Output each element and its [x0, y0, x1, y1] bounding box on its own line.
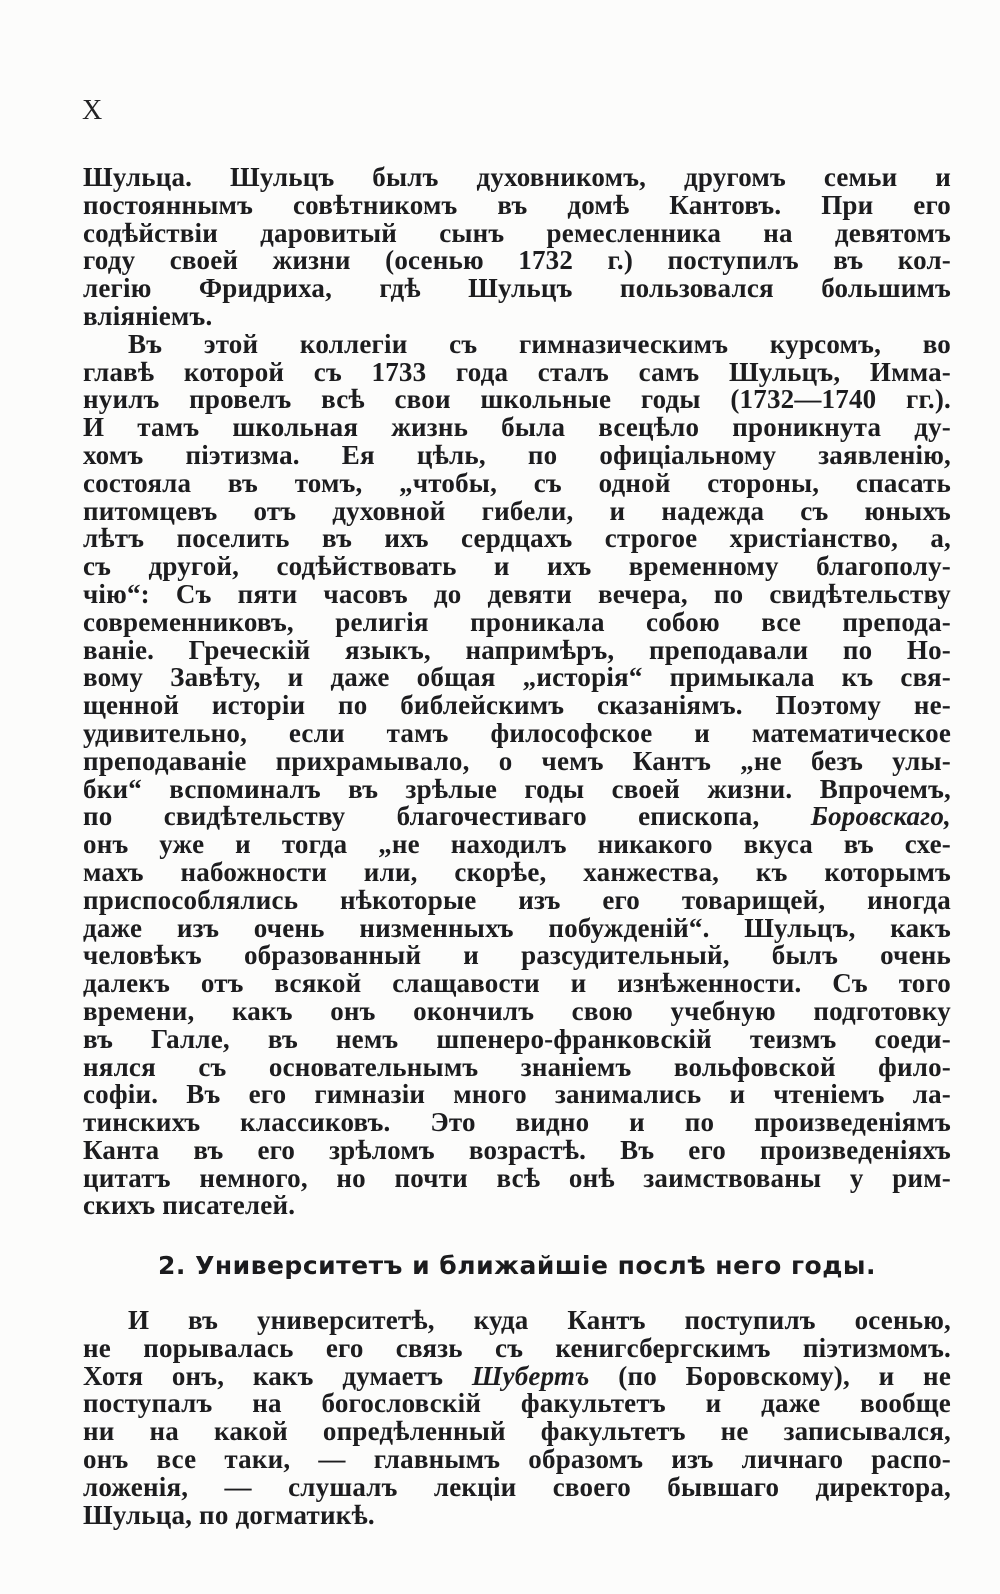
text-line: современниковъ, религія проникала собою все препода-	[83, 606, 951, 637]
italic-term: Шубертъ	[471, 1360, 590, 1391]
text-line: содѣйствіи даровитый сынъ ремесленника на девятомъ	[83, 217, 951, 248]
text-line: софіи. Въ его гимназіи много занимались и чтеніемъ ла-	[83, 1079, 951, 1110]
text-line: Въ этой коллегіи съ гимназическимъ курсомъ, во	[128, 328, 951, 359]
text-line	[83, 803, 951, 831]
text-line: поступалъ на богословскій факультетъ и даже вообще	[83, 1388, 951, 1419]
text-line: даже изъ очень низменныхъ побужденій“. Шульцъ, какъ	[83, 912, 951, 943]
text-line: Шульца. Шульцъ былъ духовникомъ, другомъ семьи и	[83, 162, 951, 192]
text-line: И тамъ школьная жизнь была всецѣло проникнута ду-	[83, 412, 951, 443]
text-line: далекъ отъ всякой слащавости и изнѣженности. Съ того	[83, 968, 951, 999]
text-line: состояла въ томъ, „чтобы, съ одной стороны, спасать	[83, 467, 951, 498]
text-line: съ другой, содѣйствовать и ихъ временному благополу-	[83, 551, 951, 582]
text-line: въ Галле, въ немъ шпенеро-франковскій теизмъ соеди-	[83, 1023, 951, 1054]
text-line: приспособлялись нѣкоторые изъ его товарищей, иногда	[83, 884, 951, 915]
text-line: вліяніемъ.	[83, 300, 213, 331]
line-text: по свидѣтельству благочестиваго епископа,	[83, 801, 811, 832]
line-text: (по Боровскому), и не	[589, 1360, 951, 1391]
text-line: чію“: Съ пяти часовъ до девяти вечера, по свидѣтельству	[83, 578, 951, 609]
text-line: ваніе. Греческій языкъ, напримѣръ, преподавали по Но-	[83, 634, 951, 665]
text-line: цитатъ немного, но почти всѣ онѣ заимствованы у рим-	[83, 1162, 951, 1193]
line-text: Хотя онъ, какъ думаетъ	[83, 1360, 472, 1391]
text-line: хомъ піэтизма. Ея цѣль, по офиціальному заявленію,	[83, 439, 951, 470]
page-number: X	[82, 95, 103, 126]
text-line: нуилъ провелъ всѣ свои школьные годы (1732—1740 гг.).	[83, 384, 951, 415]
text-line: не порывалась его связь съ кенигсбергскимъ піэтизмомъ.	[83, 1332, 951, 1363]
text-line: ложенія, — слушалъ лекціи своего бывшаго директора,	[83, 1471, 951, 1502]
section-text-block	[83, 1307, 951, 1529]
text-line: Шульца, по догматикѣ.	[83, 1499, 375, 1530]
text-line: скихъ писателей.	[83, 1190, 296, 1221]
text-line: Канта въ его зрѣломъ возрастѣ. Въ его произведеніяхъ	[83, 1134, 951, 1165]
text-line: И въ университетѣ, куда Кантъ поступилъ осенью,	[128, 1305, 951, 1335]
section-heading: 2. Университетъ и ближайшіе послѣ него годы.	[157, 1251, 877, 1280]
text-line: удивительно, если тамъ философское и математическое	[83, 717, 951, 748]
text-line: тинскихъ классиковъ. Это видно и по произведеніямъ	[83, 1107, 951, 1138]
text-line: преподаваніе прихрамывало, о чемъ Кантъ „не безъ улы-	[83, 745, 951, 776]
text-line: году своей жизни (осенью 1732 г.) поступилъ въ кол-	[83, 245, 951, 276]
text-line: человѣкъ образованный и разсудительный, былъ очень	[83, 940, 951, 971]
main-text-block	[83, 164, 951, 1220]
text-line: питомцевъ отъ духовной гибели, и надежда съ юныхъ	[83, 495, 951, 526]
text-line: вому Завѣту, и даже общая „исторія“ примыкала къ свя-	[83, 662, 951, 693]
text-line: постояннымъ совѣтникомъ въ домѣ Кантовъ. При его	[83, 189, 951, 220]
text-line: времени, какъ онъ окончилъ свою учебную подготовку	[83, 995, 951, 1026]
text-line: главѣ которой съ 1733 года сталъ самъ Шульцъ, Имма-	[83, 356, 951, 387]
text-line: легію Фридриха, гдѣ Шульцъ пользовался большимъ	[83, 273, 951, 304]
text-line: лѣтъ поселить въ ихъ сердцахъ строгое христіанство, а,	[83, 523, 951, 554]
text-line	[83, 1360, 951, 1391]
text-line: онъ уже и тогда „не находилъ никакого вкуса въ схе-	[83, 829, 951, 860]
text-line: бки“ вспоминалъ въ зрѣлые годы своей жизни. Впрочемъ,	[83, 773, 951, 804]
text-line: ни на какой опредѣленный факультетъ не записывался,	[83, 1416, 951, 1447]
text-line: нялся съ основательнымъ знаніемъ вольфовской фило-	[83, 1051, 951, 1082]
text-line: щенной исторіи по библейскимъ сказаніямъ. Поэтому не-	[83, 690, 951, 721]
italic-term: Боровскаго,	[810, 801, 951, 832]
text-line: махъ набожности или, скорѣе, ханжества, къ которымъ	[83, 856, 951, 887]
text-line: онъ все таки, — главнымъ образомъ изъ личнаго распо-	[83, 1443, 951, 1474]
